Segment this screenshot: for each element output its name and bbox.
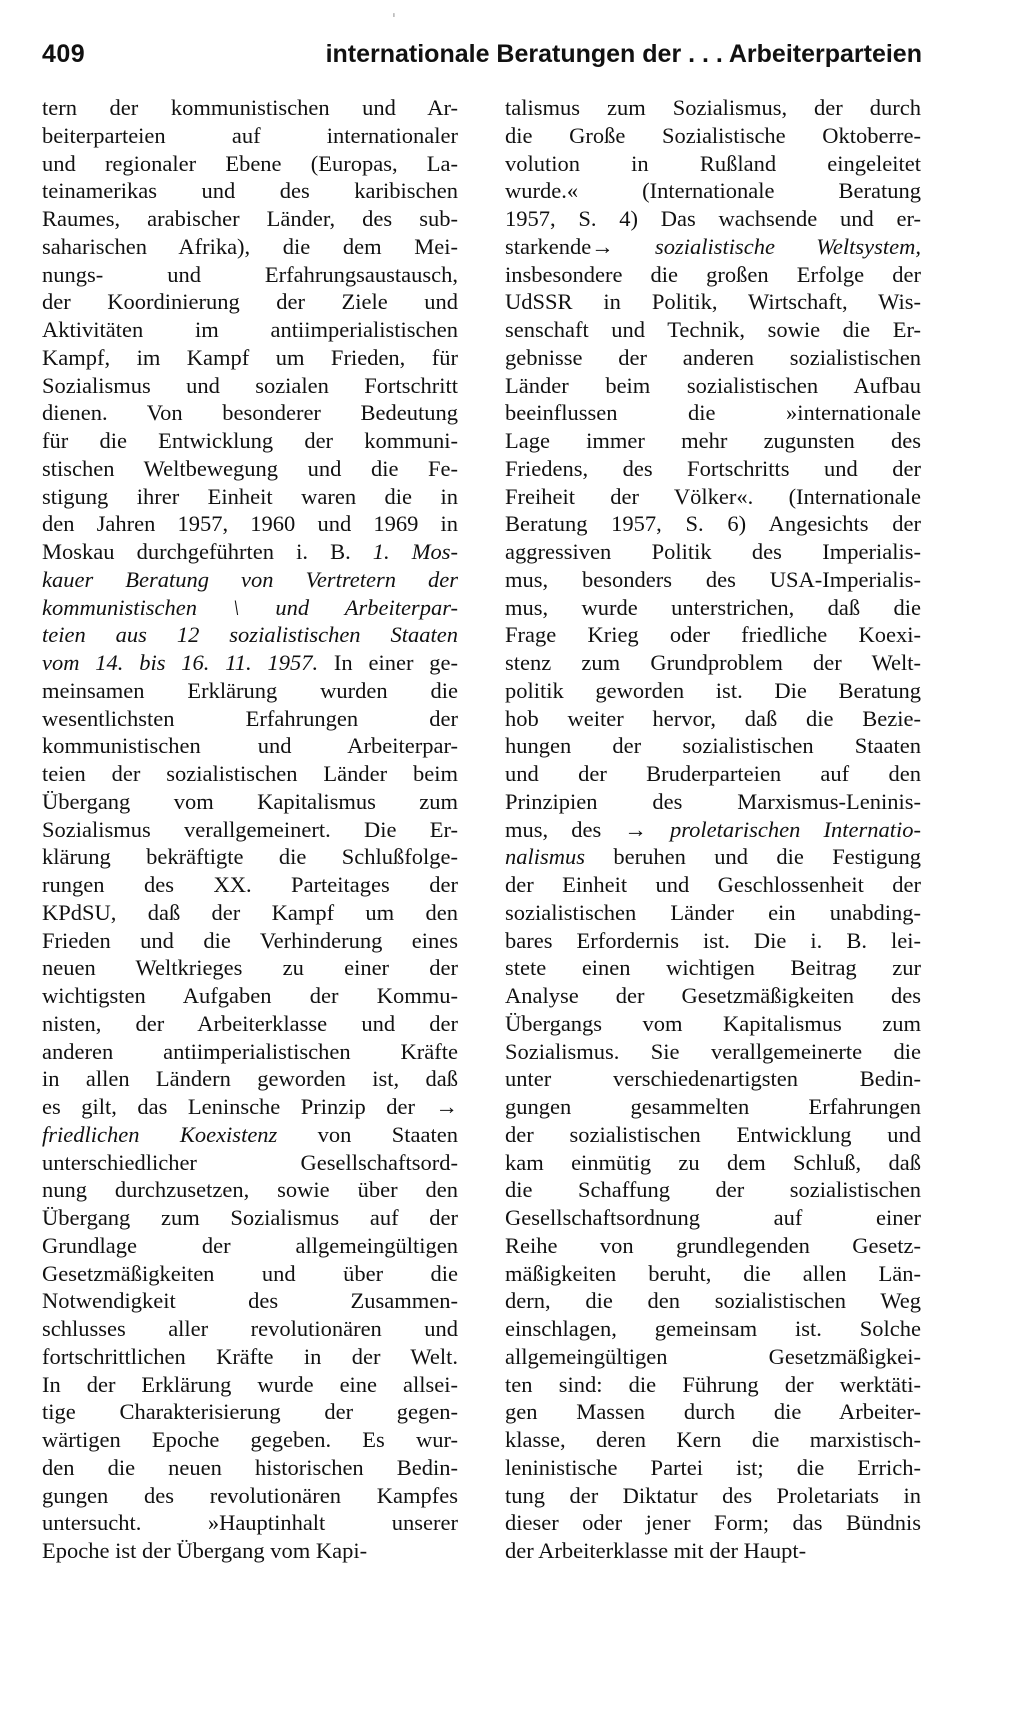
text-run: klärung bekräftigte die Schlußfolge- [42, 844, 458, 870]
text-run: schlusses aller revolutionären und [42, 1316, 458, 1341]
text-run: gungen des revolutionären Kampfes [42, 1482, 458, 1508]
right-column-line [505, 94, 921, 122]
text-run: der sozialistischen Entwicklung und [505, 1121, 921, 1147]
left-column-line [42, 677, 458, 705]
scan-speck: ˈ [392, 12, 396, 28]
left-column-line [42, 1537, 458, 1565]
right-column-line [505, 1204, 921, 1232]
right-column-line [505, 1398, 921, 1426]
left-column-line [42, 899, 458, 927]
text-run: gebnisse der anderen sozialistischen [505, 344, 921, 370]
text-run: fortschrittlichen Kräfte in der Welt. [42, 1343, 458, 1369]
right-column-line [505, 1093, 921, 1121]
text-run: aggressiven Politik des Imperialis- [505, 539, 921, 564]
text-run: 1957, S. 4) Das wachsende und er- [505, 206, 921, 231]
right-column-line [505, 399, 921, 427]
text-run: senschaft und Technik, sowie die Er- [505, 317, 921, 342]
text-run: Prinzipien des Marxismus-Leninis- [505, 788, 921, 814]
right-column-line [505, 288, 921, 316]
left-column-line [42, 1287, 458, 1315]
text-run: meinsamen Erklärung wurden die [42, 677, 458, 703]
right-column-line [505, 1426, 921, 1454]
right-column-line [505, 205, 921, 233]
right-column-line [505, 871, 921, 899]
left-column-line [42, 732, 458, 760]
right-column-line [505, 1343, 921, 1371]
right-column-line [505, 1065, 921, 1093]
left-column-line [42, 705, 458, 733]
left-column-line [42, 1176, 458, 1204]
text-run: wurde.« (Internationale Beratung [505, 178, 921, 204]
left-column-line [42, 843, 458, 871]
text-run: Sozialismus. Sie verallgemeinerte die [505, 1038, 921, 1064]
left-column-line [42, 316, 458, 344]
text-run: kam einmütig zu dem Schluß, daß [505, 1149, 921, 1175]
text-run: in allen Ländern geworden ist, daß [42, 1066, 458, 1092]
text-run: Gesetzmäßigkeiten und über die [42, 1260, 458, 1286]
right-column-line [505, 982, 921, 1010]
text-run: tung der Diktatur des Proletariats in [505, 1482, 921, 1508]
text-run: und regionaler Ebene (Europas, La- [42, 150, 458, 176]
italic-text: 1. Mos- [372, 539, 458, 564]
left-column-line [42, 1121, 458, 1149]
right-column-line [505, 1121, 921, 1149]
text-run: von Staaten [277, 1121, 458, 1147]
right-column-line [505, 122, 921, 150]
text-run: beeinflussen die »internationale [505, 400, 921, 426]
right-column-line [505, 594, 921, 622]
text-run: KPdSU, daß der Kampf um den [42, 899, 458, 925]
right-column-line [505, 1371, 921, 1399]
left-column-line [42, 205, 458, 233]
right-column-line [505, 1038, 921, 1066]
right-text-column [505, 94, 921, 1565]
text-run: Raumes, arabischer Länder, des sub- [42, 206, 458, 231]
right-column-line [505, 427, 921, 455]
text-run: UdSSR in Politik, Wirtschaft, Wis- [505, 289, 921, 315]
text-run: nisten, der Arbeiterklasse und der [42, 1010, 458, 1036]
left-column-line [42, 816, 458, 844]
right-column-line [505, 1176, 921, 1204]
text-run: wärtigen Epoche gegeben. Es wur- [42, 1427, 458, 1452]
right-column-line [505, 954, 921, 982]
text-run: politik geworden ist. Die Beratung [505, 677, 921, 703]
text-run: dieser oder jener Form; das Bündnis [505, 1510, 921, 1536]
left-column-line [42, 1038, 458, 1066]
text-run: hob weiter hervor, daß die Bezie- [505, 705, 921, 731]
text-run: untersucht. »Hauptinhalt unserer [42, 1510, 458, 1536]
right-column-line [505, 927, 921, 955]
text-run: Aktivitäten im antiimperialistischen [42, 317, 458, 342]
text-run: rungen des XX. Parteitages der [42, 872, 458, 897]
text-run: und der Bruderparteien auf den [505, 761, 921, 786]
left-column-line [42, 399, 458, 427]
text-run: starkende→ [505, 233, 655, 259]
right-column-line [505, 1537, 921, 1565]
left-column-line [42, 927, 458, 955]
italic-text: nalismus [505, 844, 586, 870]
right-column-line [505, 760, 921, 788]
text-run: für die Entwicklung der kommuni- [42, 428, 458, 453]
right-column-line [505, 705, 921, 733]
text-run: wesentlichsten Erfahrungen der [42, 705, 458, 731]
left-column-line [42, 261, 458, 289]
italic-text: proletarischen Internatio- [670, 816, 921, 842]
left-column-line [42, 233, 458, 261]
text-run: stischen Weltbewegung und die Fe- [42, 455, 458, 481]
left-column-line [42, 483, 458, 511]
text-run: der Einheit und Geschlossenheit der [505, 872, 921, 897]
left-column-line [42, 1426, 458, 1454]
text-run: Frieden und die Verhinderung eines [42, 927, 458, 953]
right-column-line [505, 1315, 921, 1343]
right-column-line [505, 233, 921, 261]
italic-text: friedlichen Koexistenz [42, 1121, 278, 1147]
text-run: stete einen wichtigen Beitrag zur [505, 955, 921, 981]
right-column-line [505, 510, 921, 538]
left-column-line [42, 288, 458, 316]
text-run: neuen Weltkrieges zu einer der [42, 955, 458, 981]
text-run: klasse, deren Kern die marxistisch- [505, 1427, 921, 1452]
running-head: internationale Beratungen der . . . Arbeiterparteien [325, 40, 922, 68]
text-run: Gesellschaftsordnung auf einer [505, 1205, 921, 1230]
left-column-line [42, 1398, 458, 1426]
text-run: dern, die den sozialistischen Weg [505, 1288, 921, 1314]
text-run: gungen gesammelten Erfahrungen [505, 1094, 921, 1119]
page-number: 409 [42, 40, 86, 68]
text-run: Übergangs vom Kapitalismus zum [505, 1010, 921, 1036]
right-column-line [505, 566, 921, 594]
left-column-line [42, 594, 458, 622]
text-run: tige Charakterisierung der gegen- [42, 1399, 458, 1425]
text-run: leninistische Partei ist; die Errich- [505, 1454, 921, 1480]
text-run: gen Massen durch die Arbeiter- [505, 1399, 921, 1425]
text-run: Übergang zum Sozialismus auf der [42, 1205, 458, 1230]
text-run: Frage Krieg oder friedliche Koexi- [505, 622, 921, 648]
text-run: Übergang vom Kapitalismus zum [42, 788, 458, 814]
text-run: mus, besonders des USA-Imperialis- [505, 566, 921, 592]
right-column-line [505, 1482, 921, 1510]
text-run: der Koordinierung der Ziele und [42, 289, 458, 315]
right-column-line [505, 1149, 921, 1177]
text-run: talismus zum Sozialismus, der durch [505, 95, 921, 120]
text-run: hungen der sozialistischen Staaten [505, 733, 921, 759]
text-run: nungs- und Erfahrungsaustausch, [42, 261, 458, 287]
right-column-line [505, 538, 921, 566]
text-run: beruhen und die Festigung [585, 844, 921, 870]
left-column-line [42, 372, 458, 400]
left-column-line [42, 1454, 458, 1482]
left-column-line [42, 177, 458, 205]
left-column-line [42, 1371, 458, 1399]
right-column-line [505, 261, 921, 289]
right-column-line [505, 621, 921, 649]
text-run: die Große Sozialistische Oktoberre- [505, 122, 921, 148]
left-column-line [42, 1093, 458, 1121]
right-column-line [505, 788, 921, 816]
right-column-line [505, 455, 921, 483]
text-run: wichtigsten Aufgaben der Kommu- [42, 983, 458, 1008]
text-run: unterschiedlicher Gesellschaftsord- [42, 1149, 458, 1175]
right-column-line [505, 677, 921, 705]
left-column-line [42, 1204, 458, 1232]
left-column-line [42, 150, 458, 178]
text-run: stigung ihrer Einheit waren die in [42, 483, 458, 509]
right-column-line [505, 316, 921, 344]
right-column-line [505, 1260, 921, 1288]
text-run: In der Erklärung wurde eine allsei- [42, 1371, 458, 1397]
italic-text: vom 14. bis 16. 11. 1957. [42, 650, 319, 675]
text-run: Friedens, des Fortschritts und der [505, 455, 921, 481]
right-column-line [505, 1454, 921, 1482]
left-column-line [42, 510, 458, 538]
left-column-line [42, 1149, 458, 1177]
text-run: dienen. Von besonderer Bedeutung [42, 400, 458, 426]
text-run: teinamerikas und des karibischen [42, 178, 458, 204]
text-run: saharischen Afrika), die dem Mei- [42, 233, 458, 259]
text-run: allgemeingültigen Gesetzmäßigkei- [505, 1343, 921, 1369]
text-run: unter verschiedenartigsten Bedin- [505, 1066, 921, 1092]
text-run: Analyse der Gesetzmäßigkeiten des [505, 983, 921, 1008]
right-column-line [505, 1010, 921, 1038]
left-column-line [42, 427, 458, 455]
left-column-line [42, 621, 458, 649]
left-column-line [42, 538, 458, 566]
left-column-line [42, 1315, 458, 1343]
italic-text: teien aus 12 sozialistischen Staaten [42, 622, 458, 648]
left-column-line [42, 1065, 458, 1093]
text-run: mus, des → [505, 816, 670, 842]
right-column-line [505, 843, 921, 871]
italic-text: kauer Beratung von Vertretern der [42, 566, 458, 592]
text-run: Beratung 1957, S. 6) Angesichts der [505, 511, 921, 537]
left-column-line [42, 566, 458, 594]
text-run: mäßigkeiten beruht, die allen Län- [505, 1260, 921, 1286]
left-column-line [42, 788, 458, 816]
right-column-line [505, 150, 921, 178]
text-run: der Arbeiterklasse mit der Haupt- [505, 1538, 807, 1563]
text-run: Sozialismus verallgemeinert. Die Er- [42, 816, 458, 842]
text-run: Freiheit der Völker«. (Internationale [505, 483, 921, 509]
text-run: anderen antiimperialistischen Kräfte [42, 1038, 458, 1064]
right-column-line [505, 649, 921, 677]
right-column-line [505, 732, 921, 760]
right-column-line [505, 1232, 921, 1260]
left-column-line [42, 649, 458, 677]
left-column-line [42, 1232, 458, 1260]
text-run: Kampf, im Kampf um Frieden, für [42, 344, 458, 370]
text-run: Reihe von grundlegenden Gesetz- [505, 1232, 921, 1258]
text-run: die Schaffung der sozialistischen [505, 1177, 921, 1203]
text-run: Lage immer mehr zugunsten des [505, 428, 921, 453]
right-column-line [505, 344, 921, 372]
text-run: teien der sozialistischen Länder beim [42, 761, 458, 786]
right-column-line [505, 1509, 921, 1537]
right-column-line [505, 1287, 921, 1315]
text-run: den die neuen historischen Bedin- [42, 1454, 458, 1480]
left-column-line [42, 344, 458, 372]
right-column-line [505, 899, 921, 927]
left-column-line [42, 760, 458, 788]
text-run: beiterparteien auf internationaler [42, 122, 458, 148]
text-run: den Jahren 1957, 1960 und 1969 in [42, 511, 458, 537]
text-run: volution in Rußland eingeleitet [505, 150, 921, 176]
left-column-line [42, 1509, 458, 1537]
left-text-column [42, 94, 458, 1565]
italic-text: sozialistische Weltsystem, [654, 233, 921, 259]
left-column-line [42, 1260, 458, 1288]
left-column-line [42, 455, 458, 483]
text-run: Sozialismus und sozialen Fortschritt [42, 372, 458, 398]
text-run: tern der kommunistischen und Ar- [42, 95, 458, 120]
text-run: einschlagen, gemeinsam ist. Solche [505, 1316, 921, 1341]
left-column-line [42, 982, 458, 1010]
right-column-line [505, 816, 921, 844]
text-run: nung durchzusetzen, sowie über den [42, 1177, 458, 1203]
text-run: In einer ge- [318, 650, 458, 675]
text-run: bares Erfordernis ist. Die i. B. lei- [505, 927, 921, 953]
right-column-line [505, 372, 921, 400]
text-run: Moskau durchgeführten i. B. [42, 539, 373, 564]
left-column-line [42, 1482, 458, 1510]
page-header [42, 36, 922, 76]
text-run: Länder beim sozialistischen Aufbau [505, 372, 921, 398]
text-run: es gilt, das Leninsche Prinzip der → [42, 1094, 458, 1119]
text-run: ten sind: die Führung der werktäti- [505, 1371, 921, 1397]
right-column-line [505, 177, 921, 205]
text-run: mus, wurde unterstrichen, daß die [505, 594, 921, 620]
text-run: Epoche ist der Übergang vom Kapi- [42, 1538, 368, 1563]
left-column-line [42, 1010, 458, 1038]
left-column-line [42, 94, 458, 122]
left-column-line [42, 1343, 458, 1371]
left-column-line [42, 954, 458, 982]
text-run: Grundlage der allgemeingültigen [42, 1232, 458, 1258]
text-run: insbesondere die großen Erfolge der [505, 261, 921, 287]
left-column-line [42, 122, 458, 150]
text-run: stenz zum Grundproblem der Welt- [505, 650, 921, 675]
text-run: Notwendigkeit des Zusammen- [42, 1288, 458, 1314]
text-run: sozialistischen Länder ein unabding- [505, 899, 921, 925]
left-column-line [42, 871, 458, 899]
italic-text: kommunistischen \ und Arbeiterpar- [42, 594, 458, 620]
text-run: kommunistischen und Arbeiterpar- [42, 733, 458, 759]
right-column-line [505, 483, 921, 511]
